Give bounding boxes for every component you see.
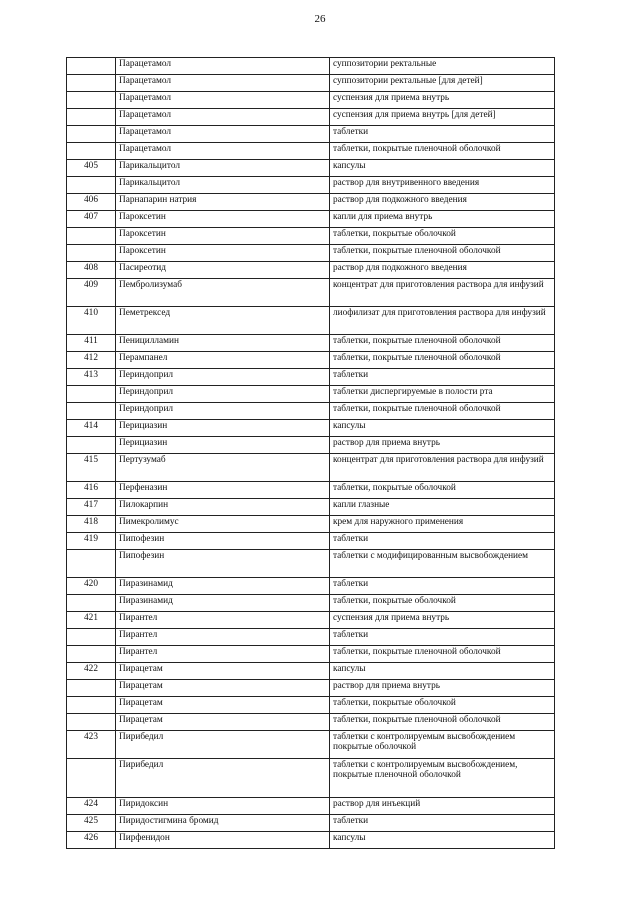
row-number: 405 (67, 160, 116, 177)
row-number: 408 (67, 262, 116, 279)
row-number (67, 759, 116, 798)
row-number (67, 646, 116, 663)
table-row (67, 307, 555, 335)
drug-name: Пасиреотид (116, 262, 330, 279)
row-number (67, 550, 116, 578)
dosage-form: таблетки, покрытые пленочной оболочкой (330, 403, 555, 420)
row-number (67, 92, 116, 109)
drug-name: Пиридоксин (116, 798, 330, 815)
drug-name: Перфеназин (116, 482, 330, 499)
drug-name: Парацетамол (116, 109, 330, 126)
dosage-form: таблетки с контролируемым высвобождением покрытые оболочкой (330, 731, 555, 759)
table-row (67, 177, 555, 194)
table-row (67, 335, 555, 352)
row-number: 412 (67, 352, 116, 369)
drug-name: Парацетамол (116, 58, 330, 75)
dosage-form: таблетки, покрытые пленочной оболочкой (330, 335, 555, 352)
table-row (67, 815, 555, 832)
row-number (67, 437, 116, 454)
row-number: 417 (67, 499, 116, 516)
drug-name: Пирацетам (116, 663, 330, 680)
table-row (67, 126, 555, 143)
row-number: 420 (67, 578, 116, 595)
table-row (67, 369, 555, 386)
row-number: 407 (67, 211, 116, 228)
row-number (67, 75, 116, 92)
dosage-form: таблетки, покрытые пленочной оболочкой (330, 352, 555, 369)
row-number (67, 228, 116, 245)
dosage-form: раствор для приема внутрь (330, 437, 555, 454)
dosage-form: таблетки, покрытые оболочкой (330, 228, 555, 245)
drug-name: Пеметрексед (116, 307, 330, 335)
row-number (67, 109, 116, 126)
table-row (67, 832, 555, 849)
drug-name: Парацетамол (116, 143, 330, 160)
row-number: 425 (67, 815, 116, 832)
dosage-form: раствор для приема внутрь (330, 680, 555, 697)
row-number: 410 (67, 307, 116, 335)
drug-name: Пилокарпин (116, 499, 330, 516)
table-row (67, 58, 555, 75)
dosage-form: таблетки (330, 815, 555, 832)
row-number: 411 (67, 335, 116, 352)
dosage-form: таблетки, покрытые пленочной оболочкой (330, 714, 555, 731)
drug-name: Пипофезин (116, 550, 330, 578)
table-row (67, 75, 555, 92)
table-row (67, 731, 555, 759)
table-row (67, 352, 555, 369)
row-number (67, 177, 116, 194)
drug-name: Пиразинамид (116, 595, 330, 612)
dosage-form: таблетки, покрытые пленочной оболочкой (330, 143, 555, 160)
table-row (67, 714, 555, 731)
table-row (67, 262, 555, 279)
dosage-form: таблетки, покрытые оболочкой (330, 595, 555, 612)
dosage-form: таблетки (330, 578, 555, 595)
drug-name: Парикальцитол (116, 177, 330, 194)
dosage-form: таблетки (330, 533, 555, 550)
dosage-form: суспензия для приема внутрь (330, 92, 555, 109)
row-number (67, 680, 116, 697)
table-row (67, 578, 555, 595)
table-row (67, 228, 555, 245)
row-number (67, 403, 116, 420)
dosage-form: суспензия для приема внутрь [для детей] (330, 109, 555, 126)
table-row (67, 109, 555, 126)
drug-name: Пирфенидон (116, 832, 330, 849)
row-number (67, 386, 116, 403)
drug-name: Периндоприл (116, 369, 330, 386)
drug-name: Пипофезин (116, 533, 330, 550)
table-body (67, 58, 555, 849)
table-row (67, 759, 555, 798)
dosage-form: таблетки (330, 369, 555, 386)
table-row (67, 499, 555, 516)
dosage-form: таблетки (330, 629, 555, 646)
row-number: 422 (67, 663, 116, 680)
drug-name: Периндоприл (116, 386, 330, 403)
table-row (67, 798, 555, 815)
dosage-form: таблетки, покрытые оболочкой (330, 482, 555, 499)
row-number: 414 (67, 420, 116, 437)
row-number: 424 (67, 798, 116, 815)
row-number (67, 58, 116, 75)
table-row (67, 403, 555, 420)
row-number (67, 126, 116, 143)
drug-name: Парацетамол (116, 126, 330, 143)
dosage-form: таблетки с контролируемым высвобождением, покрытые пленочной оболочкой (330, 759, 555, 798)
drug-name: Пиразинамид (116, 578, 330, 595)
drug-name: Пирацетам (116, 697, 330, 714)
drug-name: Пирибедил (116, 731, 330, 759)
table-row (67, 533, 555, 550)
drug-name: Парикальцитол (116, 160, 330, 177)
row-number: 406 (67, 194, 116, 211)
row-number (67, 595, 116, 612)
drug-name: Перициазин (116, 420, 330, 437)
drug-name: Пирацетам (116, 714, 330, 731)
table-row (67, 697, 555, 714)
dosage-form: суппозитории ректальные [для детей] (330, 75, 555, 92)
row-number: 426 (67, 832, 116, 849)
dosage-form: капли глазные (330, 499, 555, 516)
dosage-form: раствор для внутривенного введения (330, 177, 555, 194)
row-number (67, 697, 116, 714)
drug-name: Пеницилламин (116, 335, 330, 352)
dosage-form: таблетки, покрытые оболочкой (330, 697, 555, 714)
row-number: 409 (67, 279, 116, 307)
dosage-form: лиофилизат для приготовления раствора для инфузий (330, 307, 555, 335)
table-row (67, 663, 555, 680)
drug-name: Пароксетин (116, 245, 330, 262)
dosage-form: капли для приема внутрь (330, 211, 555, 228)
dosage-form: таблетки, покрытые пленочной оболочкой (330, 245, 555, 262)
drug-name: Пирацетам (116, 680, 330, 697)
drug-name: Пароксетин (116, 228, 330, 245)
dosage-form: раствор для подкожного введения (330, 262, 555, 279)
dosage-form: таблетки с модифицированным высвобождением (330, 550, 555, 578)
drug-name: Пимекролимус (116, 516, 330, 533)
table-row (67, 143, 555, 160)
drug-name: Пирантел (116, 629, 330, 646)
dosage-form: раствор для инъекций (330, 798, 555, 815)
drug-name: Пароксетин (116, 211, 330, 228)
row-number: 416 (67, 482, 116, 499)
table-row (67, 482, 555, 499)
row-number: 413 (67, 369, 116, 386)
drug-name: Пертузумаб (116, 454, 330, 482)
table-row (67, 437, 555, 454)
dosage-form: таблетки, покрытые пленочной оболочкой (330, 646, 555, 663)
dosage-form: суппозитории ректальные (330, 58, 555, 75)
table-row (67, 454, 555, 482)
table-row (67, 550, 555, 578)
table-row (67, 646, 555, 663)
page-number: 26 (314, 13, 326, 25)
dosage-form: концентрат для приготовления раствора для инфузий (330, 279, 555, 307)
table-row (67, 245, 555, 262)
dosage-form: концентрат для приготовления раствора для инфузий (330, 454, 555, 482)
row-number (67, 143, 116, 160)
drug-table (66, 57, 555, 849)
dosage-form: таблетки диспергируемые в полости рта (330, 386, 555, 403)
row-number: 415 (67, 454, 116, 482)
dosage-form: капсулы (330, 160, 555, 177)
drug-name: Парацетамол (116, 75, 330, 92)
dosage-form: суспензия для приема внутрь (330, 612, 555, 629)
row-number: 423 (67, 731, 116, 759)
drug-name: Перициазин (116, 437, 330, 454)
table-row (67, 680, 555, 697)
row-number (67, 714, 116, 731)
table-row (67, 92, 555, 109)
table-row (67, 629, 555, 646)
drug-name: Пирантел (116, 646, 330, 663)
table-row (67, 279, 555, 307)
drug-name: Пирантел (116, 612, 330, 629)
table-row (67, 211, 555, 228)
dosage-form: крем для наружного применения (330, 516, 555, 533)
drug-name: Пирибедил (116, 759, 330, 798)
drug-name: Пембролизумаб (116, 279, 330, 307)
dosage-form: капсулы (330, 420, 555, 437)
drug-name: Периндоприл (116, 403, 330, 420)
drug-name: Пиридостигмина бромид (116, 815, 330, 832)
drug-name: Парацетамол (116, 92, 330, 109)
row-number (67, 245, 116, 262)
row-number: 421 (67, 612, 116, 629)
table-row (67, 160, 555, 177)
table-row (67, 194, 555, 211)
table-row (67, 516, 555, 533)
row-number: 419 (67, 533, 116, 550)
drug-name: Перампанел (116, 352, 330, 369)
row-number (67, 629, 116, 646)
table-row (67, 612, 555, 629)
dosage-form: таблетки (330, 126, 555, 143)
row-number: 418 (67, 516, 116, 533)
table-row (67, 386, 555, 403)
dosage-form: раствор для подкожного введения (330, 194, 555, 211)
table-row (67, 420, 555, 437)
dosage-form: капсулы (330, 663, 555, 680)
drug-name: Парнапарин натрия (116, 194, 330, 211)
table-row (67, 595, 555, 612)
dosage-form: капсулы (330, 832, 555, 849)
